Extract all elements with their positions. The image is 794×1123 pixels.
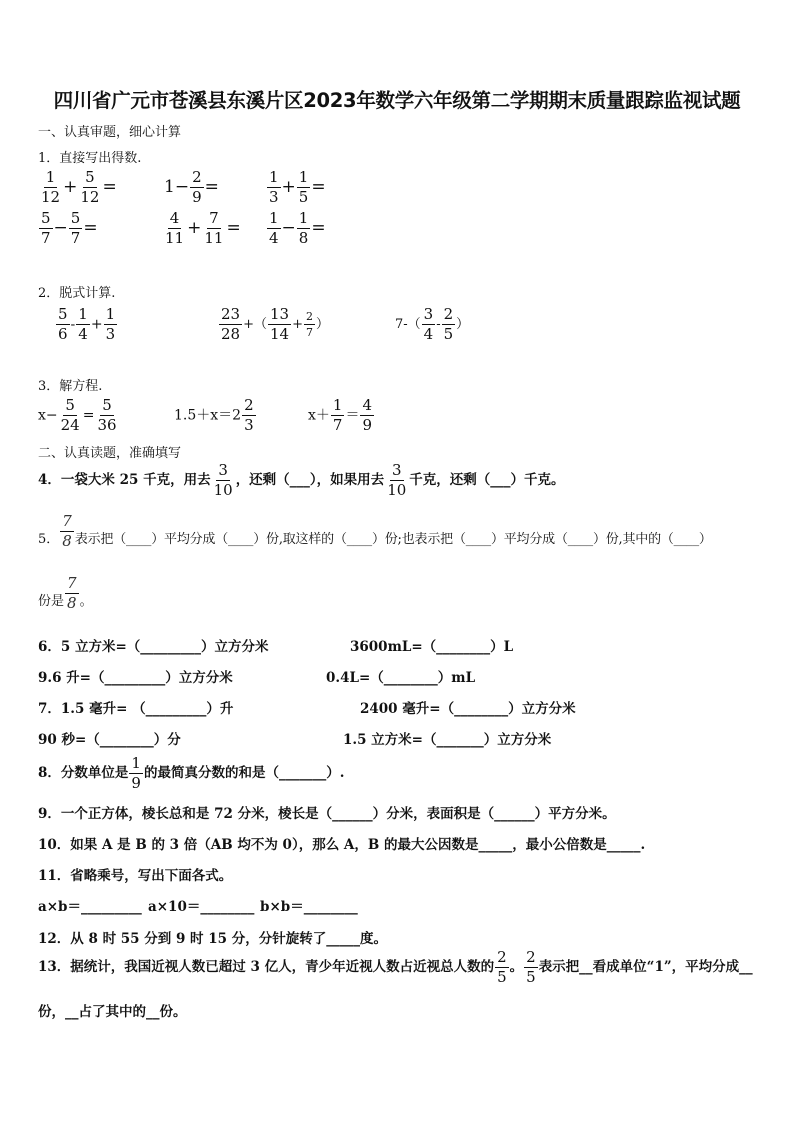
question-2: 2．脱式计算. xyxy=(38,286,116,301)
question-5: 5． $\frac{7}{8}$ 表示把（____）平均分成（____）份,取这样的（____）份;也表示把（____）平均分成（____）份,其中的（____） xyxy=(38,512,712,550)
q11-item-b: a×10＝________ xyxy=(148,899,255,915)
q3-item-c: x＋ $\frac{1}{7}$ ＝ $\frac{4}{9}$ xyxy=(308,396,372,434)
question-6d: 0.4L=（________）mL xyxy=(326,670,476,686)
question-1: 1．直接写出得数. xyxy=(38,151,142,166)
question-7a: 7．1.5 毫升= （_________）升 xyxy=(38,701,234,717)
section-1-heading: 一、认真审题，细心计算 xyxy=(38,125,182,140)
question-5-continued: 份是 $\frac{7}{8}$ 。 xyxy=(38,574,93,612)
question-6a: 6．5 立方米=（_________）立方分米 xyxy=(38,639,269,655)
q1-item-e: $\frac{4}{11}$ + $\frac{7}{11}$ = xyxy=(165,209,241,247)
section-2-heading: 二、认真读题，准确填写 xyxy=(38,446,182,461)
question-10: 10．如果 A 是 B 的 3 倍（AB 均不为 0），那么 A，B 的最大公因数是_____，最小公倍数是_____. xyxy=(38,837,646,853)
q11-item-c: b×b＝________ xyxy=(260,899,358,915)
question-4: 4．一袋大米 25 千克，用去 $\frac{3}{10}$ ，还剩（___），如果用去 $\frac{3}{10}$ 千克，还剩（___）千克。 xyxy=(38,461,565,499)
question-7c: 90 秒=（________）分 xyxy=(38,732,181,748)
q1-item-f: $\frac{1}{4}$ − $\frac{1}{8}$ = xyxy=(269,209,326,247)
question-13-continued: 份，__占了其中的__份。 xyxy=(38,1004,187,1020)
page-title: 四川省广元市苍溪县东溪片区2023年数学六年级第二学期期末质量跟踪监视试题 xyxy=(53,89,741,112)
q1-item-b: 1− $\frac{2}{9}$ = xyxy=(164,168,219,206)
q1-item-a: $\frac{1}{12}$ + $\frac{5}{12}$ = xyxy=(41,168,117,206)
question-7d: 1.5 立方米=（_______）立方分米 xyxy=(343,732,552,748)
q1-item-d: $\frac{5}{7}$ − $\frac{5}{7}$ = xyxy=(41,209,98,247)
q3-item-b: 1.5＋x＝2 $\frac{2}{3}$ xyxy=(174,396,254,434)
question-3: 3．解方程. xyxy=(38,379,103,394)
question-9: 9．一个正方体，棱长总和是 72 分米，棱长是（______）分米，表面积是（______）平方分米。 xyxy=(38,806,616,822)
question-13: 13．据统计，我国近视人数已超过 3 亿人，青少年近视人数占近视总人数的 $\frac{2}{5}$ 。 $\frac{2}{5}$ 表示把__看成单位“1”，平均分成__ xyxy=(38,948,753,986)
q2-item-c: 7-（ $\frac{3}{4}$ - $\frac{2}{5}$ ） xyxy=(395,305,470,343)
q3-item-a: x− $\frac{5}{24}$ = $\frac{5}{36}$ xyxy=(38,396,117,434)
question-7b: 2400 毫升=（________）立方分米 xyxy=(360,701,576,717)
question-11: 11．省略乘号，写出下面各式。 xyxy=(38,868,233,884)
question-6b: 3600mL=（________）L xyxy=(350,639,514,655)
q11-item-a: a×b＝_________ xyxy=(38,899,142,915)
q2-item-b: $\frac{23}{28}$ +（ $\frac{13}{14}$ + $\frac{2}{7}$ ） xyxy=(221,305,330,343)
question-6c: 9.6 升=（_________）立方分米 xyxy=(38,670,233,686)
question-8: 8．分数单位是 $\frac{1}{9}$ 的最简真分数的和是（_______）. xyxy=(38,754,345,792)
q1-item-c: $\frac{1}{3}$ + $\frac{1}{5}$ = xyxy=(269,168,326,206)
question-12: 12．从 8 时 55 分到 9 时 15 分，分针旋转了_____度。 xyxy=(38,931,387,947)
q2-item-a: $\frac{5}{6}$ - $\frac{1}{4}$ + $\frac{1}{3}$ xyxy=(58,305,116,343)
